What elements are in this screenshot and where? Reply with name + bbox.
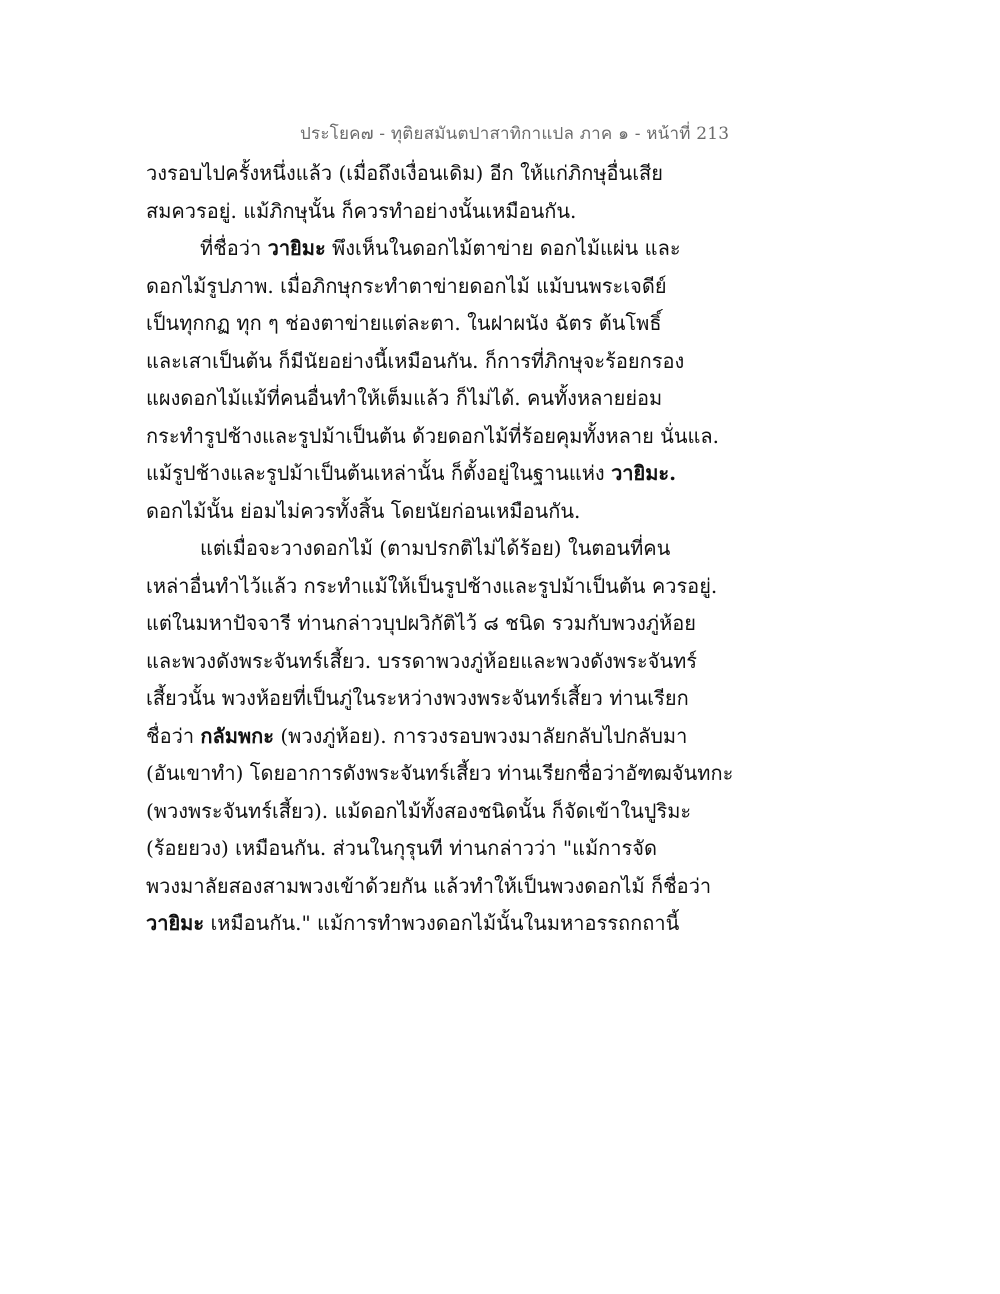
text-span: (ร้อยยวง) เหมือนกัน. ส่วนในกุรุนที ท่านกล่าวว่า "แม้การจัด <box>146 836 657 860</box>
text-span: เสี้ยวนั้น พวงห้อยที่เป็นภู่ในระหว่างพวงพระจันทร์เสี้ยว ท่านเรียก <box>146 686 689 710</box>
text-line <box>146 830 706 868</box>
text-span: เป็นทุกกฏ ทุก ๆ ช่องตาข่ายแต่ละตา. ในฝาผนัง ฉัตร ต้นโพธิ์ <box>146 311 662 335</box>
text-span: พึงเห็นในดอกไม้ตาข่าย ดอกไม้แผ่น และ <box>325 236 681 260</box>
text-line <box>146 418 720 456</box>
paragraph-start-line <box>146 230 706 268</box>
text-line <box>146 380 706 418</box>
bold-term: วายิมะ. <box>611 461 677 485</box>
text-span: และพวงดังพระจันทร์เสี้ยว. บรรดาพวงภู่ห้อยและพวงดังพระจันทร์ <box>146 648 697 673</box>
text-line <box>146 305 706 343</box>
text-span: (พวงพระจันทร์เสี้ยว). แม้ดอกไม้ทั้งสองชนิดนั้น ก็จัดเข้าในปูริมะ <box>146 798 692 823</box>
text-span: ชื่อว่า <box>146 723 201 748</box>
text-line <box>146 343 706 381</box>
text-span: พวงมาลัยสองสามพวงเข้าด้วยกัน แล้วทำให้เป็นพวงดอกไม้ ก็ชื่อว่า <box>146 873 712 898</box>
text-span: กระทำรูปช้างและรูปม้าเป็นต้น ด้วยดอกไม้ที่ร้อยคุมทั้งหลาย นั่นแล. <box>146 423 720 448</box>
text-line <box>146 868 712 906</box>
text-span: วงรอบไปครั้งหนึ่งแล้ว (เมื่อถึงเงื่อนเดิม) อีก ให้แก่ภิกษุอื่นเสีย <box>146 161 663 185</box>
text-span: ดอกไม้นั้น ย่อมไม่ควรทั้งสิ้น โดยนัยก่อนเหมือนกัน. <box>146 498 581 523</box>
text-span: แต่เมื่อจะวางดอกไม้ (ตามปรกติไม่ได้ร้อย) ในตอนที่คน <box>200 536 671 560</box>
text-line <box>146 605 706 643</box>
body-text <box>146 155 734 943</box>
text-span: แม้รูปช้างและรูปม้าเป็นต้นเหล่านั้น ก็ตั้งอยู่ในฐานแห่ง <box>146 461 612 485</box>
running-header: ประโยค๗ - ทุติยสมันตปาสาทิกาแปล ภาค ๑ - หน้าที่ 213 <box>300 124 730 144</box>
text-span: สมควรอยู่. แม้ภิกษุนั้น ก็ควรทำอย่างนั้นเหมือนกัน. <box>146 198 577 223</box>
text-span: (อันเขาทำ) โดยอาการดังพระจันทร์เสี้ยว ท่านเรียกชื่อว่าอัฑฒจันทกะ <box>146 761 734 785</box>
text-line <box>146 568 718 606</box>
text-span: (พวงภู่ห้อย). การวงรอบพวงมาลัยกลับไปกลับมา <box>274 723 688 748</box>
text-line <box>146 643 706 681</box>
text-span: ที่ชื่อว่า <box>200 236 268 260</box>
text-span: เหมือนกัน." แม้การทำพวงดอกไม้นั้นในมหาอรรถกถานี้ <box>204 911 680 935</box>
text-line <box>146 905 706 943</box>
text-line <box>146 718 706 756</box>
text-line <box>146 193 706 231</box>
text-span: แผงดอกไม้แม้ที่คนอื่นทำให้เต็มแล้ว ก็ไม่ได้. คนทั้งหลายย่อม <box>146 386 663 410</box>
bold-term: วายิมะ <box>146 911 205 935</box>
bold-term: กลัมพกะ <box>200 723 274 748</box>
text-line <box>146 268 706 306</box>
text-line <box>146 793 706 831</box>
text-line <box>146 155 706 193</box>
text-span: ดอกไม้รูปภาพ. เมื่อภิกษุกระทำตาข่ายดอกไม้ แม้บนพระเจดีย์ <box>146 273 667 298</box>
text-span: เหล่าอื่นทำไว้แล้ว กระทำแม้ให้เป็นรูปช้างและรูปม้าเป็นต้น ควรอยู่. <box>146 573 718 598</box>
text-span: แต่ในมหาปัจจารี ท่านกล่าวบุปผวิกัติไว้ ๘ ชนิด รวมกับพวงภู่ห้อย <box>146 611 696 635</box>
paragraph-start-line <box>146 530 706 568</box>
text-line <box>146 493 706 531</box>
text-span: และเสาเป็นต้น ก็มีนัยอย่างนี้เหมือนกัน. ก็การที่ภิกษุจะร้อยกรอง <box>146 348 685 373</box>
text-line <box>146 755 734 793</box>
bold-term: วายิมะ <box>267 236 326 260</box>
text-line <box>146 680 706 718</box>
text-line <box>146 455 706 493</box>
